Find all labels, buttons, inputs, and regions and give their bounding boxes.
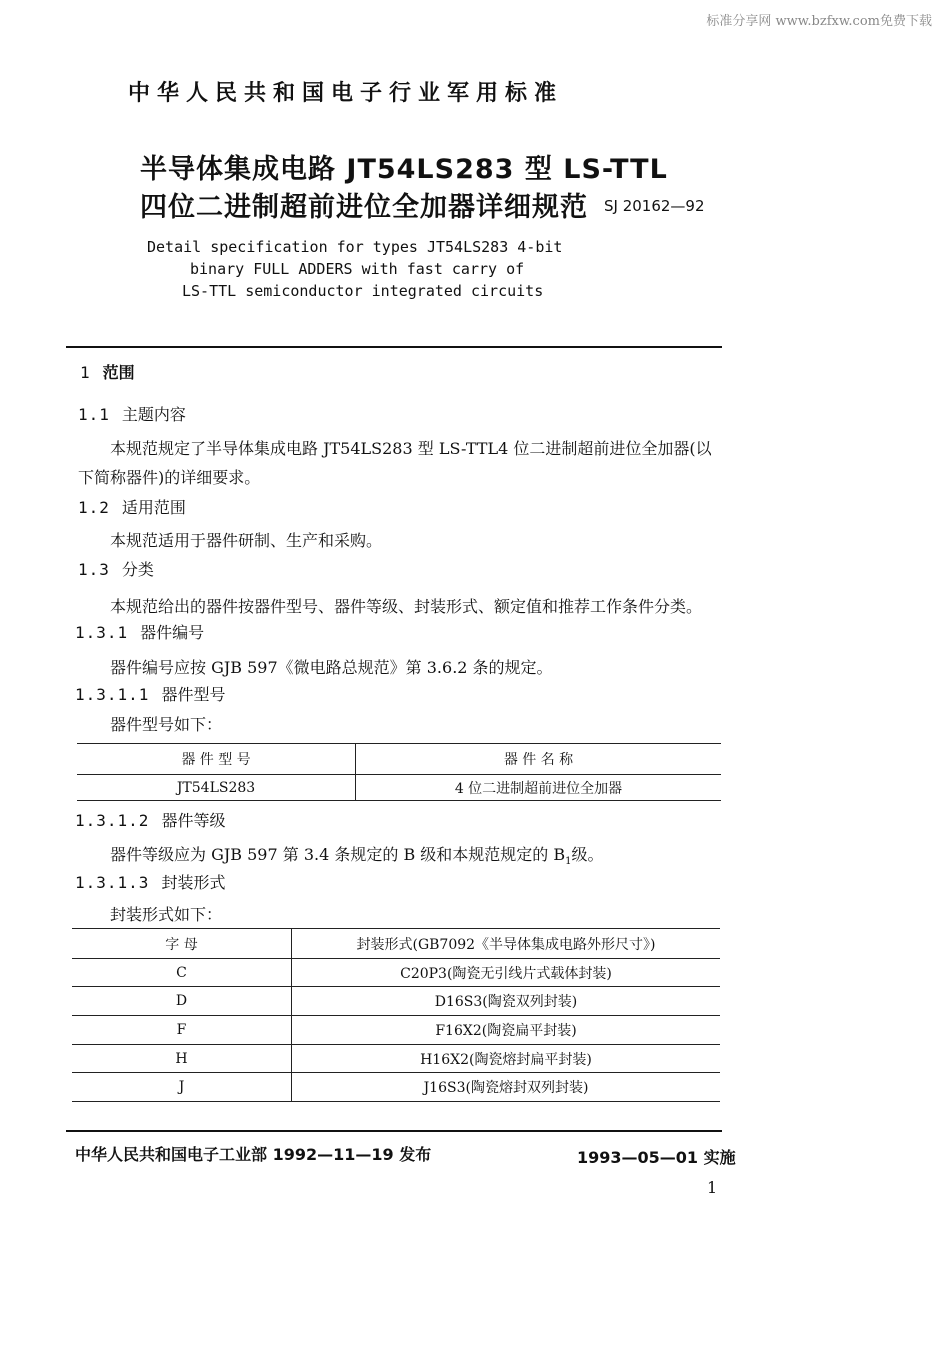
section-number: 1.2 — [78, 498, 110, 517]
table-row — [72, 1016, 720, 1045]
section-1-2-text: 本规范适用于器件研制、生产和采购。 — [110, 531, 383, 550]
page-number: 1 — [707, 1178, 718, 1197]
section-title: 范围 — [102, 363, 135, 382]
section-1-2-heading — [78, 495, 186, 518]
table-cell: J — [72, 1073, 292, 1102]
section-1-1-text-line-1: 本规范规定了半导体集成电路 JT54LS283 型 LS-TTL4 位二进制超前进位全加器(以 — [110, 439, 712, 458]
table-row — [77, 775, 721, 801]
section-number: 1.3 — [78, 560, 110, 579]
section-1-1-heading — [78, 402, 186, 425]
section-title: 封装形式 — [161, 873, 226, 892]
title-line-1: 半导体集成电路 JT54LS283 型 LS-TTL — [140, 154, 668, 185]
device-type-table — [77, 743, 721, 801]
section-1-3-1-2-text — [110, 842, 604, 867]
table-row — [72, 959, 720, 987]
table-cell: J16S3(陶瓷熔封双列封装) — [292, 1073, 721, 1102]
table-cell: JT54LS283 — [77, 775, 356, 801]
standard-number: SJ 20162—92 — [604, 197, 705, 215]
table-row — [72, 1073, 720, 1102]
section-1-3-1-3-text: 封装形式如下： — [110, 905, 223, 924]
section-1-3-1-1-heading — [75, 682, 225, 705]
table-cell: F16X2(陶瓷扁平封装) — [292, 1016, 721, 1045]
table-cell: D16S3(陶瓷双列封装) — [292, 987, 721, 1016]
package-form-table — [72, 928, 720, 1102]
table-header-cell: 字 母 — [72, 929, 292, 959]
section-number: 1.3.1.3 — [75, 873, 150, 892]
table-header-row — [77, 744, 721, 775]
table-row — [72, 987, 720, 1016]
english-title-line-1: Detail specification for types JT54LS283 4-bit — [147, 238, 563, 256]
section-1-heading — [80, 360, 135, 383]
table-header-row — [72, 929, 720, 959]
section-1-3-1-text: 器件编号应按 GJB 597《微电路总规范》第 3.6.2 条的规定。 — [110, 658, 553, 677]
table-header-cell: 封装形式(GB7092《半导体集成电路外形尺寸》) — [292, 929, 721, 959]
section-number: 1.1 — [78, 405, 110, 424]
section-title: 适用范围 — [121, 498, 186, 517]
english-title-line-2: binary FULL ADDERS with fast carry of — [190, 260, 525, 278]
standard-type-heading: 中华人民共和国电子行业军用标准 — [128, 81, 564, 106]
table-cell: C20P3(陶瓷无引线片式载体封装) — [292, 959, 721, 987]
table-cell: 4 位二进制超前进位全加器 — [356, 775, 722, 801]
section-title: 分类 — [121, 560, 154, 579]
section-number: 1 — [80, 363, 91, 382]
title-line-2: 四位二进制超前进位全加器详细规范 — [140, 192, 588, 223]
section-1-3-heading — [78, 557, 154, 580]
section-title: 器件等级 — [161, 811, 226, 830]
table-header-cell: 器 件 型 号 — [77, 744, 356, 775]
section-number: 1.3.1 — [75, 623, 129, 642]
issue-statement: 中华人民共和国电子工业部 1992—11—19 发布 — [75, 1145, 432, 1164]
effective-date: 1993—05—01 实施 — [577, 1148, 736, 1167]
english-title-line-3: LS-TTL semiconductor integrated circuits — [182, 282, 544, 300]
grade-text-end: 级。 — [571, 845, 604, 864]
bottom-divider — [66, 1130, 722, 1132]
section-number: 1.3.1.1 — [75, 685, 150, 704]
section-1-1-text-line-2: 下简称器件)的详细要求。 — [78, 468, 261, 487]
section-1-3-1-3-heading — [75, 870, 225, 893]
table-cell: H16X2(陶瓷熔封扁平封装) — [292, 1045, 721, 1073]
table-header-cell: 器 件 名 称 — [356, 744, 722, 775]
top-divider — [66, 346, 722, 348]
section-title: 器件编号 — [140, 623, 205, 642]
section-title: 主题内容 — [121, 405, 186, 424]
section-1-3-text: 本规范给出的器件按器件型号、器件等级、封装形式、额定值和推荐工作条件分类。 — [110, 597, 703, 616]
section-number: 1.3.1.2 — [75, 811, 150, 830]
section-1-3-1-1-text: 器件型号如下： — [110, 715, 223, 734]
watermark-text: 标准分享网 www.bzfxw.com免费下载 — [706, 14, 932, 29]
table-row — [72, 1045, 720, 1073]
grade-text: 器件等级应为 GJB 597 第 3.4 条规定的 B 级和本规范规定的 B — [110, 845, 566, 864]
grade-subscript: 1 — [565, 856, 572, 868]
table-cell: H — [72, 1045, 292, 1073]
section-title: 器件型号 — [161, 685, 226, 704]
table-cell: D — [72, 987, 292, 1016]
section-1-3-1-heading — [75, 620, 204, 643]
table-cell: C — [72, 959, 292, 987]
table-cell: F — [72, 1016, 292, 1045]
section-1-3-1-2-heading — [75, 808, 225, 831]
